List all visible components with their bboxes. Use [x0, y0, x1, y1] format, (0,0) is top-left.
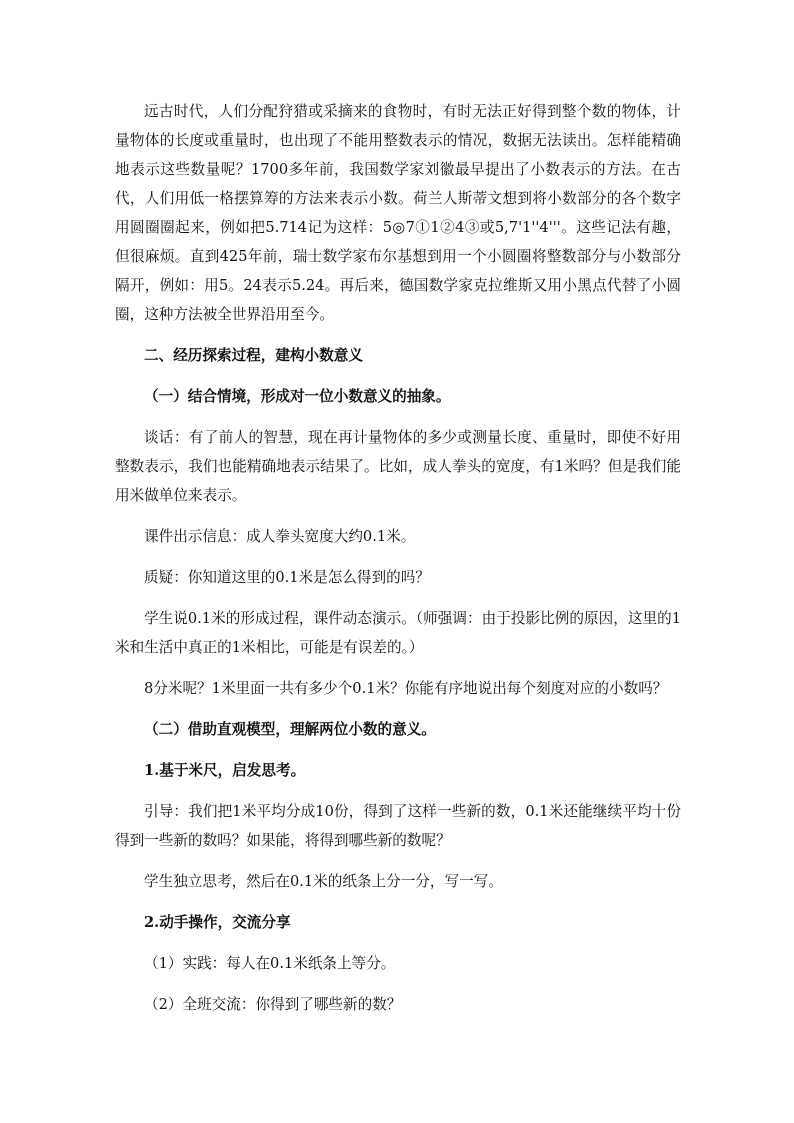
paragraph-courseware: 课件出示信息：成人拳头宽度大约0.1米。	[144, 528, 416, 545]
paragraph-students: 学生说0.1米的形成过程，课件动态演示。（师强调：由于投影比例的原因，这里的1米和生活中真正的1米相比，可能是有误差的。）	[115, 610, 681, 656]
paragraph-history: 远古时代，人们分配狩猎或采摘来的食物时，有时无法正好得到整个数的物体，计量物体的长度或重量时，也出现了不能用整数表示的情况，数据无法读出。怎样能精确地表示这些数量呢？1700多年前，我国数学家刘徽最早提出了小数表示的方法。在古代，人们用低一格摆算筹的方法来表示小数。荷兰人斯蒂文想到将小数部分的各个数字用圆圈圈起来，例如把5.714记为这样：5◎7①1②4③或5,7'1''4'''。这些记法有趣，但很麻烦。直到425年前，瑞士数学家布尔基想到用一个小圆圈将整数部分与小数部分隔开，例如：用5。24表示5.24。再后来，德国数学家克拉维斯又用小黑点代替了小圆圈，这种方法被全世界沿用至今。	[115, 103, 681, 323]
document-body	[115, 97, 681, 1031]
paragraph-decimeter: 8分米呢？1米里面一共有多少个0.1米？你能有序地说出每个刻度对应的小数吗？	[144, 680, 668, 697]
paragraph-question: 质疑：你知道这里的0.1米是怎么得到的吗？	[144, 569, 430, 586]
section-heading-2: 二、经历探索过程，建构小数意义	[144, 347, 363, 364]
numbered-heading-2: 2.动手操作，交流分享	[144, 914, 291, 931]
list-item-class-exchange: （2）全班交流：你得到了哪些新的数？	[144, 996, 402, 1013]
paragraph-guide: 引导：我们把1米平均分成10份，得到了这样一些新的数，0.1米还能继续平均十份得到一些新的数吗？如果能，将得到哪些新的数呢？	[115, 803, 681, 849]
subsection-heading-1: （一）结合情境，形成对一位小数意义的抽象。	[144, 388, 451, 405]
list-item-practice: （1）实践：每人在0.1米纸条上等分。	[144, 955, 396, 972]
paragraph-independent: 学生独立思考，然后在0.1米的纸条上分一分，写一写。	[144, 873, 503, 890]
subsection-heading-2: （二）借助直观模型，理解两位小数的意义。	[144, 721, 436, 738]
numbered-heading-1: 1.基于米尺，启发思考。	[144, 762, 306, 779]
paragraph-talk: 谈话：有了前人的智慧，现在再计量物体的多少或测量长度、重量时，即使不好用整数表示，我们也能精确地表示结果了。比如，成人拳头的宽度，有1米吗？但是我们能用米做单位来表示。	[115, 429, 681, 504]
